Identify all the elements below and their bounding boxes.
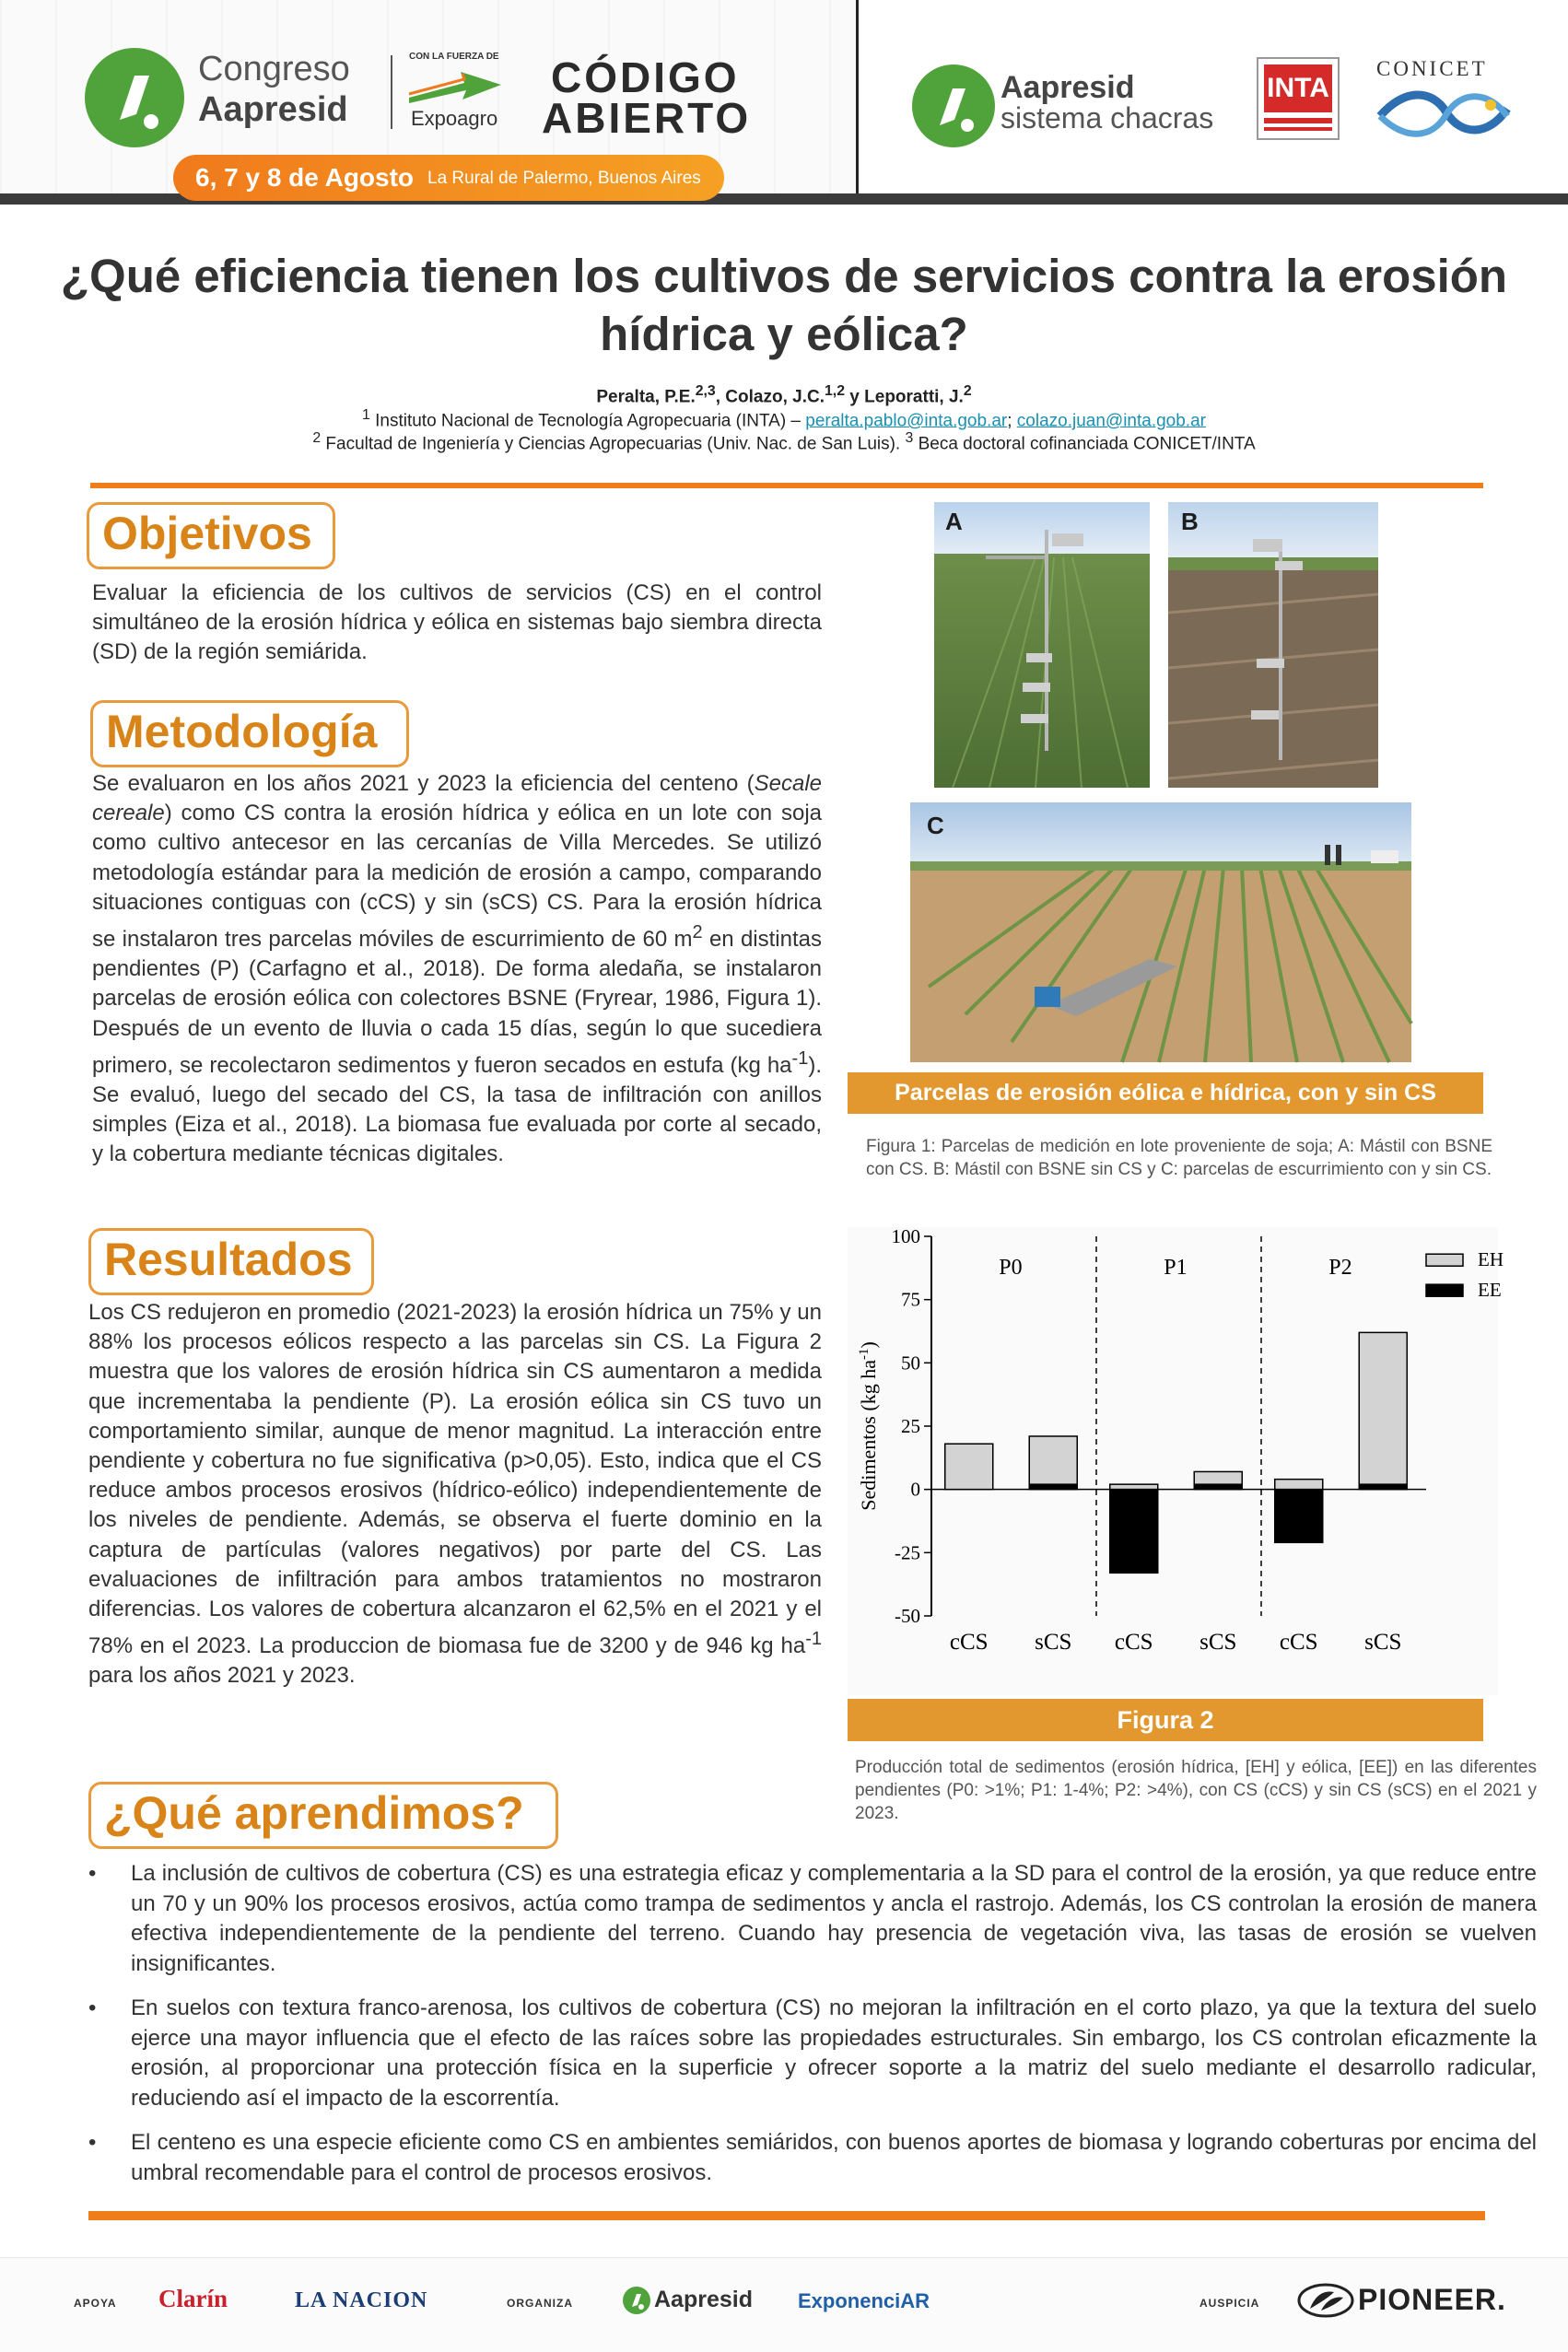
list-item: • El centeno es una especie eficiente como CS en ambientes semiáridos, con buenos aportes de biomasa y logrando coberturas por encima del umbral recomendable para el control de procesos erosivos. [88, 2128, 1537, 2188]
y-axis-label [857, 1341, 880, 1511]
y-tick-label: 100 [891, 1225, 920, 1247]
affiliation-1 [55, 407, 1513, 431]
event-place: La Rural de Palermo, Buenos Aires [427, 169, 701, 188]
abierto-label: ABIERTO [542, 94, 752, 142]
legend-swatch-ee [1426, 1284, 1463, 1296]
field-photo-c [910, 802, 1411, 1062]
y-tick-label: 75 [901, 1288, 920, 1311]
congreso-subtitle: Aapresid [198, 90, 348, 129]
email-link[interactable]: peralta.pablo@inta.gob.ar [805, 411, 1008, 431]
aff-sup: 3 [905, 430, 914, 446]
para-text: ) como CS contra la erosión hídrica y eólica en un lote con soja como cultivo antecesor en las cercanías de Villa Mercedes. Se utilizó metodología estándar para la medición de erosión a campo, comparando situaciones contiguas con (cCS) y sin (sCS) CS. Para la erosión hídrica se instalaron tres parcelas móviles de escurrimiento de 60 m [92, 801, 822, 953]
x-tick-label: sCS [1199, 1630, 1237, 1655]
author-sup: 2 [963, 383, 972, 399]
email-link[interactable]: colazo.juan@inta.gob.ar [1016, 411, 1206, 431]
y-axis-label-text: Sedimentos (kg ha [857, 1360, 880, 1511]
aff-text: Beca doctoral cofinanciada CONICET/INTA [913, 434, 1256, 454]
aff-sep: ; [1007, 411, 1017, 431]
inta-label: INTA [1264, 64, 1332, 112]
panel-label: P0 [999, 1256, 1023, 1281]
pioneer-emblem-icon [1297, 2283, 1354, 2318]
legend-label-ee: EE [1478, 1279, 1502, 1302]
y-tick-label: -25 [895, 1541, 920, 1564]
objetivos-heading: Objetivos [87, 502, 335, 569]
para-text: para los años 2021 y 2023. [88, 1663, 356, 1689]
inta-logo [1257, 57, 1340, 140]
congreso-logo-icon [85, 48, 184, 147]
para-text: Los CS redujeron en promedio (2021-2023) la erosión hídrica un 75% y un 88% los procesos eólicos respecto a las parcelas sin CS. La Figura 2 muestra que los valores de erosión hídrica sin CS aumentaron a medida que incrementaba la pendiente (P). La erosión eólica sin CS tuvo un comportamiento similar, aunque de menor magnitud. La interacción entre pendiente y cobertura no fue significativa (p>0,05). Esto, indica que el CS reduce ambos procesos erosivos (hídrico-eólico) independientemente de los niveles de pendiente. Además, se observa el fuerte dominio en la captura de partículas (valores negativos) por parte del CS. Las evaluaciones de infiltración para ambos tratamientos no mostraron diferencias. Los valores de cobertura alcanzaron el 62,5% en el 2021 y el 78% en el 2023. La produccion de biomasa fue de 3200 y de 946 kg ha [88, 1300, 822, 1659]
figure1-banner: Parcelas de erosión eólica e hídrica, con y sin CS [848, 1072, 1483, 1114]
y-axis-label-sup: -1 [857, 1348, 872, 1361]
authors-line [55, 383, 1513, 407]
aapresid-chacras-logo-icon [912, 64, 995, 147]
event-date-pill [173, 155, 724, 201]
leaf-mark-icon [912, 64, 995, 147]
footer-organiza-label: ORGANIZA [507, 2297, 573, 2310]
bar-eh [1110, 1484, 1158, 1489]
figure2-caption: Producción total de sedimentos (erosión hídrica, [EH] y eólica, [EE]) en las diferentes pendientes (P0: >1%; P1: 1-4%; P2: >4%), con CS (cCS) y sin CS (sCS) en el 2021 y 2023. [855, 1758, 1537, 1823]
superscript: -1 [805, 1629, 822, 1650]
bottom-divider [88, 2211, 1485, 2220]
resultados-heading: Resultados [88, 1228, 374, 1295]
bar-eh [1359, 1332, 1407, 1489]
photo-c-label: C [927, 812, 944, 839]
y-tick-label: 25 [901, 1415, 920, 1437]
exponencia-logo: ExponenciAR [798, 2289, 930, 2312]
author-name: y Leporatti, J. [845, 387, 964, 407]
y-axis-label-text: ) [857, 1341, 880, 1349]
x-tick-label: cCS [1279, 1630, 1318, 1655]
bar-ee [1110, 1490, 1158, 1574]
aff-text: Facultad de Ingeniería y Ciencias Agropecuarias (Univ. Nac. de San Luis). [321, 434, 906, 454]
superscript: 2 [692, 922, 703, 943]
aapresid-footer-logo: Aapresid [654, 2287, 753, 2312]
footer-apoya-label: APOYA [74, 2297, 117, 2310]
legend-swatch-eh [1426, 1254, 1463, 1266]
leaf-mark-icon [85, 48, 184, 147]
expoagro-arrow-icon [409, 66, 505, 103]
expoagro-label: Expoagro [411, 107, 498, 130]
bar-ee [1275, 1490, 1323, 1543]
footer-auspicia-label: AUSPICIA [1199, 2297, 1260, 2310]
lanacion-logo: LA NACION [295, 2288, 428, 2312]
sediment-bar-chart [848, 1225, 1504, 1695]
objetivos-text: Evaluar la eficiencia de los cultivos de servicios (CS) en el control simultáneo de la erosión hídrica y eólica en sistemas bajo siembra directa (SD) de la región semiárida. [92, 580, 822, 665]
aprendimos-list [88, 1859, 1537, 2203]
author-name: , Colazo, J.C. [715, 387, 825, 407]
bar-eh [1029, 1436, 1077, 1490]
bar-ee [1359, 1484, 1407, 1489]
affiliation-2 [55, 430, 1513, 454]
inta-stripe [1264, 118, 1332, 123]
figure2-banner: Figura 2 [848, 1699, 1483, 1741]
y-tick-label: -50 [895, 1605, 920, 1627]
para-text: ). Se evaluó, luego del secado del CS, la tasa de infiltración con anillos simples (Eiza et al., 2018). La biomasa fue evaluada por corte al secado, y la cobertura mediante técnicas digitales. [92, 1052, 822, 1167]
aff-sup: 1 [362, 407, 370, 423]
author-sup: 2,3 [695, 383, 716, 399]
codigo-label: CÓDIGO [551, 53, 740, 101]
list-item: • La inclusión de cultivos de cobertura (CS) es una estrategia eficaz y complementaria a la SD para el control de la erosión, ya que reduce entre un 70 y un 90% los procesos erosivos, actúa como trampa de sedimentos y ancla el rastrojo. Además, los CS controlan la erosión de manera efectiva independientemente de la pendiente del terreno. Cuando hay presencia de vegetación viva, las tasas de erosión se vuelven insignificantes. [88, 1859, 1537, 1979]
bar-eh [945, 1444, 993, 1489]
legend-label-eh: EH [1478, 1248, 1504, 1271]
superscript: -1 [791, 1047, 809, 1069]
aff-sup: 2 [312, 430, 322, 446]
bar-ee [1194, 1484, 1242, 1489]
para-text: Se evaluaron en los años 2021 y 2023 la eficiencia del centeno ( [92, 771, 755, 796]
conicet-label: CONICET [1376, 57, 1488, 80]
clarin-logo: Clarín [158, 2285, 228, 2312]
bar-eh [1275, 1480, 1323, 1490]
leaf-mark-icon [623, 2287, 650, 2314]
aapresid-chacras-subtitle: sistema chacras [1000, 101, 1214, 135]
list-item: • En suelos con textura franco-arenosa, los cultivos de cobertura (CS) no mejoran la infiltración en el corto plazo, ya que la textura del suelo ejerce una mayor influencia que el efecto de las raíces sobre las propiedades estructurales. Sin embargo, los CS controlan eficazmente la erosión, al proporcionar una protección física en la superficie y ofrecer soporte a la matriz del suelo mediante el desarrollo radicular, reduciendo así el impacto de la escorrentía. [88, 1994, 1537, 2113]
bar-ee [1029, 1484, 1077, 1489]
x-tick-label: cCS [949, 1630, 989, 1655]
title-divider [90, 483, 1483, 488]
y-tick-label: 50 [901, 1352, 920, 1375]
figure1-caption: Figura 1: Parcelas de medición en lote proveniente de soja; A: Mástil con BSNE con CS. B: Mástil con BSNE sin CS y C: parcelas de escurrimiento con y sin CS. [866, 1137, 1492, 1179]
x-tick-label: sCS [1364, 1630, 1402, 1655]
x-tick-label: cCS [1114, 1630, 1153, 1655]
aff-text: Instituto Nacional de Tecnología Agropecuaria (INTA) – [369, 411, 806, 431]
para-text: en distintas pendientes (P) (Carfagno et al., 2018). De forma aledaña, se instalaron parcelas de erosión eólica con colectores BSNE (Fryrear, 1986, Figura 1). Después de un evento de lluvia o cada 15 días, según lo que sucediera primero, se recolectaron sedimentos y fueron secados en estufa (kg ha [92, 927, 823, 1078]
poster-title: ¿Qué eficiencia tienen los cultivos de servicios contra la erosión hídrica y eólica? [60, 250, 1508, 360]
con-la-fuerza-label: CON LA FUERZA DE [409, 52, 499, 62]
resultados-text [88, 1298, 822, 1691]
field-photo-a [934, 502, 1150, 788]
conicet-wave-icon [1376, 88, 1511, 138]
logo-divider [391, 55, 392, 129]
pioneer-logo: PIONEER. [1358, 2283, 1506, 2316]
header-divider [856, 0, 859, 205]
aprendimos-heading: ¿Qué aprendimos? [88, 1782, 558, 1849]
congreso-title: Congreso [198, 50, 350, 88]
y-tick-label: 0 [910, 1478, 920, 1501]
panel-label: P2 [1328, 1256, 1352, 1281]
field-photo-b [1168, 502, 1378, 788]
metodologia-heading: Metodología [90, 700, 409, 767]
panel-label: P1 [1164, 1256, 1188, 1281]
author-sup: 1,2 [825, 383, 846, 399]
x-tick-label: sCS [1035, 1630, 1072, 1655]
event-date: 6, 7 y 8 de Agosto [195, 163, 415, 192]
photo-a [934, 502, 1150, 788]
photo-b-label: B [1181, 508, 1199, 535]
aapresid-chacras-title: Aapresid [1000, 70, 1135, 105]
species-name: Secale cereale [92, 771, 822, 826]
photo-c [910, 802, 1411, 1062]
metodologia-text [92, 769, 822, 1170]
inta-stripe [1264, 127, 1332, 131]
author-name: Peralta, P.E. [596, 387, 696, 407]
photo-a-label: A [945, 508, 963, 535]
aapresid-footer-icon [623, 2287, 650, 2314]
photo-b [1168, 502, 1378, 788]
